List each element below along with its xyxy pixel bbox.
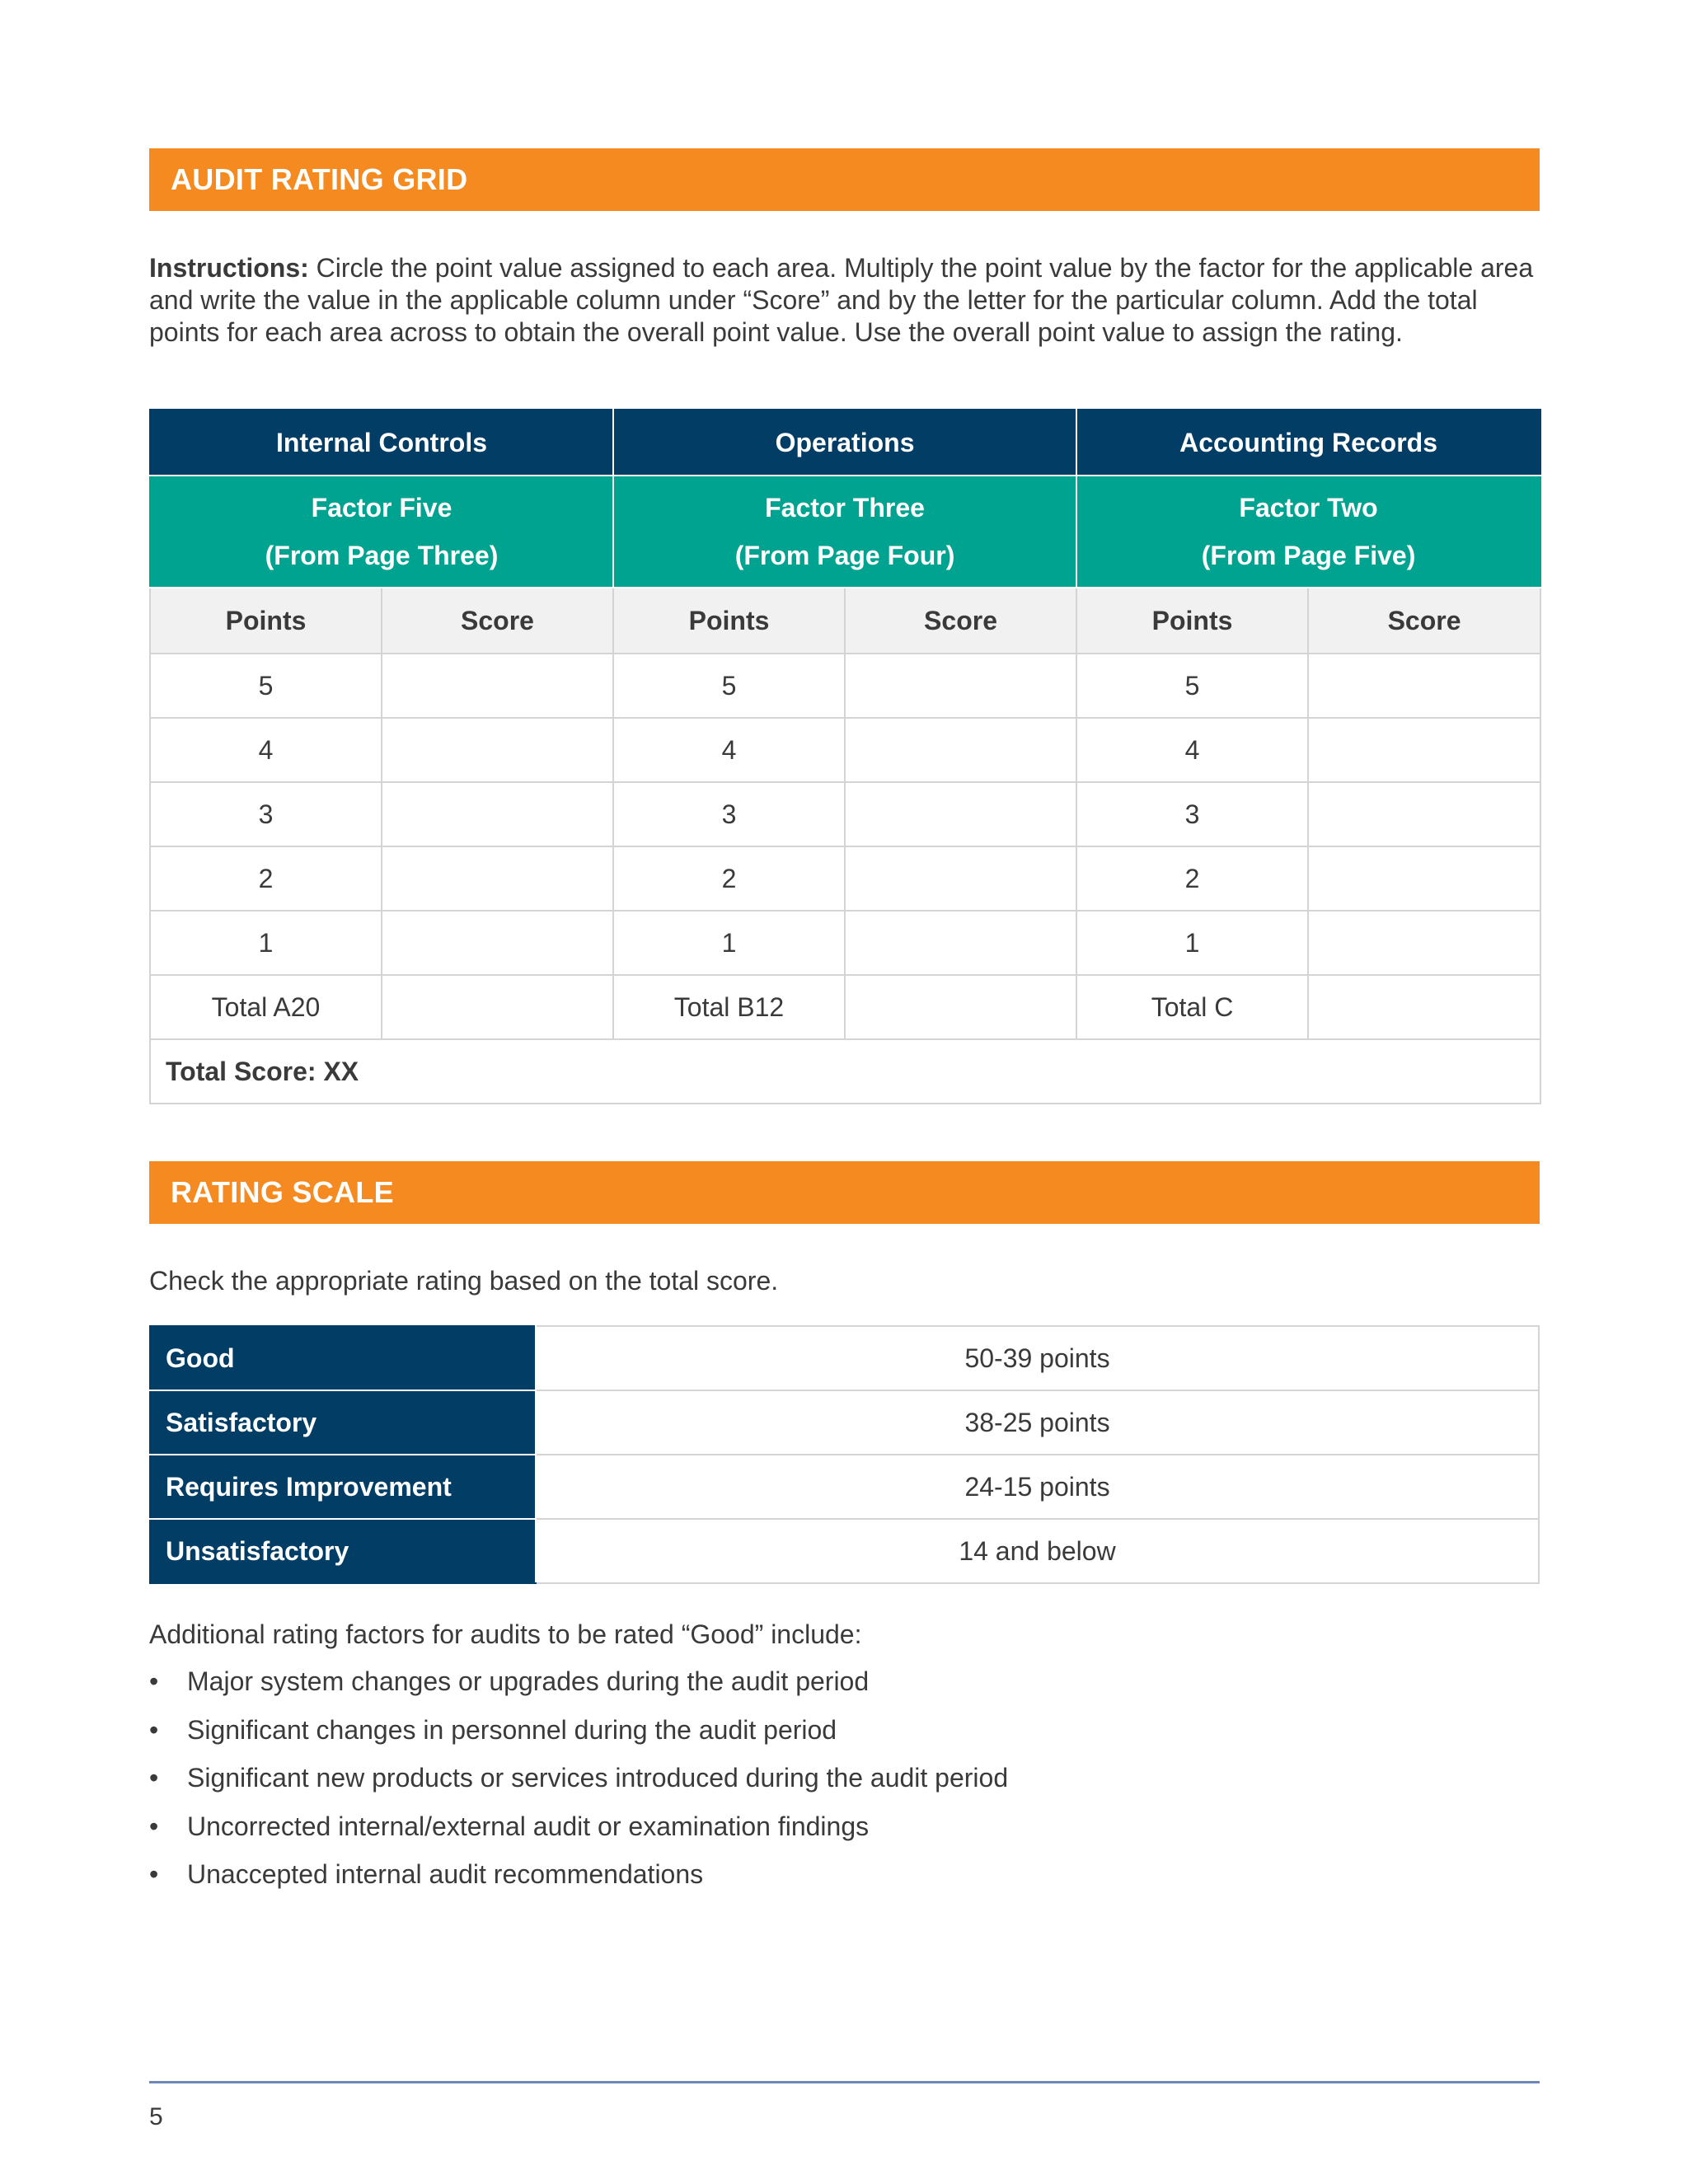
score-cell[interactable] bbox=[382, 654, 613, 718]
score-cell[interactable] bbox=[1308, 718, 1540, 782]
score-cell[interactable] bbox=[382, 782, 613, 846]
rating-range: 38-25 points bbox=[536, 1390, 1539, 1455]
score-cell[interactable] bbox=[1308, 654, 1540, 718]
rating-label: Satisfactory bbox=[150, 1390, 536, 1455]
total-c-label: Total C bbox=[1076, 975, 1308, 1039]
list-item bbox=[149, 1761, 1008, 1810]
factor-label: Factor Three bbox=[765, 493, 925, 523]
rating-label: Requires Improvement bbox=[150, 1455, 536, 1519]
area-operations: Operations bbox=[613, 410, 1076, 476]
points-row-4 bbox=[150, 718, 1540, 782]
bullet: • bbox=[149, 1763, 159, 1793]
score-cell[interactable] bbox=[382, 846, 613, 911]
total-a-score[interactable] bbox=[382, 975, 613, 1039]
point-value[interactable]: 5 bbox=[1076, 654, 1308, 718]
rating-row-good[interactable] bbox=[150, 1326, 1539, 1390]
rating-scale-table bbox=[149, 1325, 1540, 1584]
audit-rating-grid bbox=[149, 409, 1541, 1104]
list-item bbox=[149, 1713, 1008, 1762]
instructions bbox=[149, 252, 1550, 349]
list-item bbox=[149, 1665, 1008, 1713]
factor-header-row bbox=[150, 476, 1540, 588]
point-value[interactable]: 3 bbox=[613, 782, 845, 846]
list-item bbox=[149, 1810, 1008, 1858]
instructions-text: Circle the point value assigned to each area. Multiply the point value by the factor for the applicable area and write the value in the applicable column under “Score” and by the letter for the particular column. Add the total points for each area across to obtain the overall point value. Use the overall point value to assign the rating. bbox=[149, 253, 1534, 347]
factor-accounting-records bbox=[1076, 476, 1540, 588]
score-cell[interactable] bbox=[382, 718, 613, 782]
points-header: Points bbox=[150, 588, 382, 654]
bullet: • bbox=[149, 1811, 159, 1841]
points-row-1 bbox=[150, 911, 1540, 975]
factor-operations bbox=[613, 476, 1076, 588]
factor-source: (From Page Five) bbox=[1201, 541, 1416, 570]
totals-row bbox=[150, 975, 1540, 1039]
point-value[interactable]: 2 bbox=[150, 846, 382, 911]
score-cell[interactable] bbox=[1308, 782, 1540, 846]
list-item bbox=[149, 1858, 1008, 1906]
total-b-label: Total B12 bbox=[613, 975, 845, 1039]
points-header: Points bbox=[613, 588, 845, 654]
rating-range: 24-15 points bbox=[536, 1455, 1539, 1519]
instructions-label: Instructions: bbox=[149, 253, 309, 283]
score-cell[interactable] bbox=[1308, 911, 1540, 975]
rating-range: 50-39 points bbox=[536, 1326, 1539, 1390]
point-value[interactable]: 3 bbox=[1076, 782, 1308, 846]
point-value[interactable]: 5 bbox=[150, 654, 382, 718]
score-cell[interactable] bbox=[382, 911, 613, 975]
rating-scale-heading: RATING SCALE bbox=[149, 1161, 1540, 1224]
score-cell[interactable] bbox=[845, 846, 1076, 911]
total-c-score[interactable] bbox=[1308, 975, 1540, 1039]
points-row-2 bbox=[150, 846, 1540, 911]
factor-internal-controls bbox=[150, 476, 613, 588]
total-score-row bbox=[150, 1039, 1540, 1104]
point-value[interactable]: 1 bbox=[1076, 911, 1308, 975]
point-value[interactable]: 2 bbox=[1076, 846, 1308, 911]
total-a-label: Total A20 bbox=[150, 975, 382, 1039]
additional-factors-intro: Additional rating factors for audits to be rated “Good” include: bbox=[149, 1619, 862, 1649]
bullet: • bbox=[149, 1666, 159, 1696]
total-score: Total Score: XX bbox=[150, 1039, 1540, 1104]
rating-row-requires-improvement[interactable] bbox=[150, 1455, 1539, 1519]
list-item-text: Significant new products or services introduced during the audit period bbox=[187, 1763, 1009, 1793]
points-row-5 bbox=[150, 654, 1540, 718]
score-cell[interactable] bbox=[1308, 846, 1540, 911]
score-header: Score bbox=[1308, 588, 1540, 654]
bullet: • bbox=[149, 1859, 159, 1889]
factor-source: (From Page Three) bbox=[265, 541, 499, 570]
list-item-text: Unaccepted internal audit recommendations bbox=[187, 1859, 704, 1889]
rating-row-satisfactory[interactable] bbox=[150, 1390, 1539, 1455]
rating-label: Unsatisfactory bbox=[150, 1519, 536, 1583]
footer-divider bbox=[149, 2081, 1540, 2083]
bullet: • bbox=[149, 1714, 159, 1745]
score-cell[interactable] bbox=[845, 718, 1076, 782]
additional-factors-list bbox=[149, 1665, 1008, 1906]
factor-label: Factor Two bbox=[1239, 493, 1378, 523]
score-header: Score bbox=[845, 588, 1076, 654]
audit-grid-heading: AUDIT RATING GRID bbox=[149, 148, 1540, 211]
score-cell[interactable] bbox=[845, 654, 1076, 718]
rating-range: 14 and below bbox=[536, 1519, 1539, 1583]
points-header: Points bbox=[1076, 588, 1308, 654]
point-value[interactable]: 4 bbox=[1076, 718, 1308, 782]
column-header-row bbox=[150, 588, 1540, 654]
point-value[interactable]: 4 bbox=[150, 718, 382, 782]
area-header-row bbox=[150, 410, 1540, 476]
list-item-text: Major system changes or upgrades during the audit period bbox=[187, 1666, 870, 1696]
point-value[interactable]: 1 bbox=[150, 911, 382, 975]
factor-source: (From Page Four) bbox=[734, 541, 955, 570]
list-item-text: Significant changes in personnel during the audit period bbox=[187, 1714, 837, 1745]
list-item-text: Uncorrected internal/external audit or examination findings bbox=[187, 1811, 870, 1841]
score-cell[interactable] bbox=[845, 782, 1076, 846]
point-value[interactable]: 3 bbox=[150, 782, 382, 846]
area-internal-controls: Internal Controls bbox=[150, 410, 613, 476]
point-value[interactable]: 1 bbox=[613, 911, 845, 975]
point-value[interactable]: 2 bbox=[613, 846, 845, 911]
rating-row-unsatisfactory[interactable] bbox=[150, 1519, 1539, 1583]
point-value[interactable]: 5 bbox=[613, 654, 845, 718]
factor-label: Factor Five bbox=[311, 493, 452, 523]
page-number: 5 bbox=[149, 2103, 163, 2130]
score-header: Score bbox=[382, 588, 613, 654]
area-accounting-records: Accounting Records bbox=[1076, 410, 1540, 476]
rating-scale-instruction: Check the appropriate rating based on the total score. bbox=[149, 1266, 779, 1296]
score-cell[interactable] bbox=[845, 911, 1076, 975]
total-b-score[interactable] bbox=[845, 975, 1076, 1039]
rating-label: Good bbox=[150, 1326, 536, 1390]
points-row-3 bbox=[150, 782, 1540, 846]
point-value[interactable]: 4 bbox=[613, 718, 845, 782]
